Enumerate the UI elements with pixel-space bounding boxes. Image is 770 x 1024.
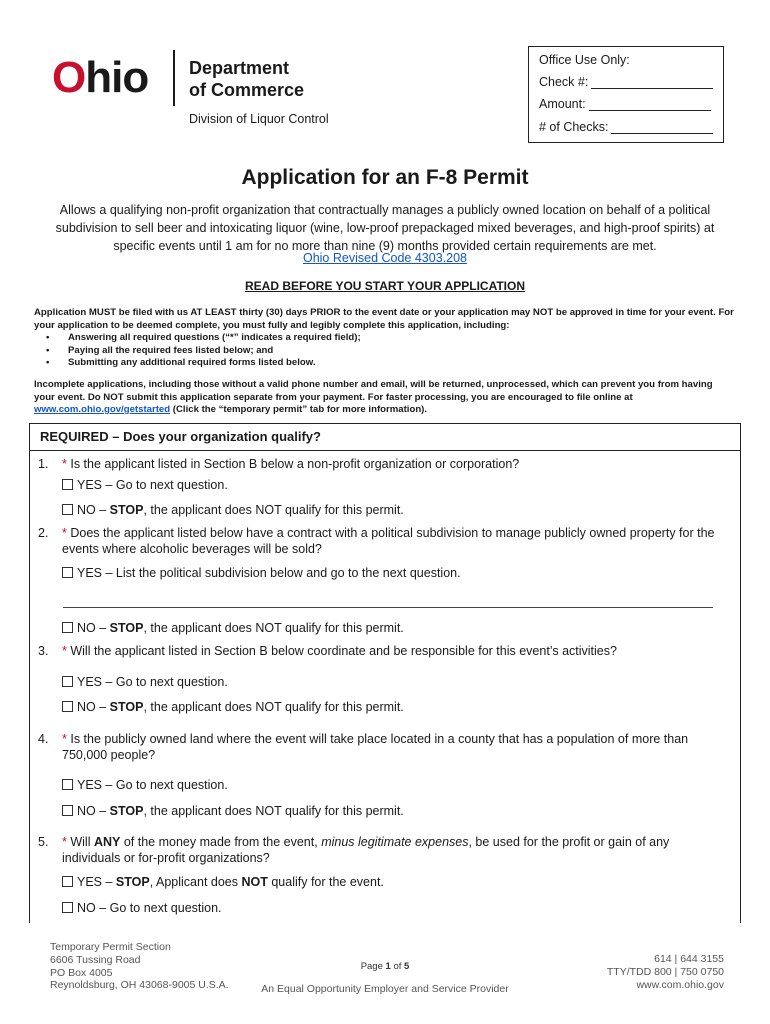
option-label: NO – <box>77 804 110 818</box>
question-text <box>62 525 722 557</box>
dept-line1: Department <box>189 58 290 78</box>
ohio-logo-rest: hio <box>85 53 149 102</box>
no-option[interactable] <box>62 901 222 915</box>
required-star: * <box>62 835 67 849</box>
required-star: * <box>62 526 67 540</box>
revised-code-link[interactable]: Ohio Revised Code 4303.208 <box>302 251 467 265</box>
bullet-item <box>46 332 361 343</box>
no-option[interactable] <box>62 700 404 714</box>
question-label: Is the applicant listed in Section B below a non-profit organization or corporation? <box>70 457 520 471</box>
bullet-text: Submitting any additional required forms listed below. <box>68 357 316 368</box>
address-line: 6606 Tussing Road <box>50 953 141 966</box>
amount-label: Amount: <box>539 97 586 111</box>
phone-number: 614 | 644 3155 <box>654 953 724 965</box>
option-not: NOT <box>241 875 268 889</box>
check-number-row <box>539 75 713 89</box>
yes-option[interactable] <box>62 875 384 889</box>
question-label: Does the applicant listed below have a contract with a political subdivision to manage publicly owned property for the events where alcoholic beverages will be sold? <box>62 526 715 556</box>
amount-field[interactable] <box>589 97 711 111</box>
checks-label: # of Checks: <box>539 120 609 134</box>
question-number: 5. <box>38 835 49 849</box>
bullet-item <box>46 345 273 356</box>
amount-row <box>539 97 711 111</box>
filing-notice: Application MUST be filed with us AT LEAST thirty (30) days PRIOR to the event date or your application may NOT be approved in time for your event. For your application to be deemed complete, you must fully and legibly complete this application, including: <box>34 307 734 331</box>
question-italic: minus legitimate expenses <box>321 835 469 849</box>
checks-row <box>539 120 713 134</box>
page-current: 1 <box>385 961 391 972</box>
checkbox-icon[interactable] <box>62 902 73 913</box>
option-label-rest: , the applicant does NOT qualify for this permit. <box>143 700 404 714</box>
incomplete-notice <box>34 379 734 417</box>
checkbox-icon[interactable] <box>62 479 73 490</box>
option-stop: STOP <box>109 804 144 818</box>
checkbox-icon[interactable] <box>62 701 73 712</box>
option-label-rest: , the applicant does NOT qualify for this permit. <box>143 503 404 517</box>
address-line: PO Box 4005 <box>50 966 113 979</box>
option-label-rest: – Go to next question. <box>102 478 228 492</box>
checkbox-icon[interactable] <box>62 779 73 790</box>
bullet-text: Answering all required questions (“*” indicates a required field); <box>68 332 361 343</box>
option-stop: STOP <box>109 621 144 635</box>
office-use-title: Office Use Only: <box>539 53 630 67</box>
option-stop: STOP <box>109 700 144 714</box>
yes-option[interactable] <box>62 478 228 492</box>
requirements-title: REQUIRED – Does your organization qualify? <box>40 429 321 444</box>
question-text <box>62 456 722 472</box>
option-label: YES <box>77 778 103 792</box>
option-label-rest: – Go to next question. <box>102 778 228 792</box>
option-label: YES <box>77 675 103 689</box>
option-label: YES – <box>77 875 116 889</box>
division-name: Division of Liquor Control <box>189 112 329 126</box>
option-label-rest: qualify for the event. <box>267 875 384 889</box>
page-title: Application for an F-8 Permit <box>241 166 529 189</box>
option-label: NO – <box>77 503 110 517</box>
question-label: Will <box>70 835 94 849</box>
question-number: 3. <box>38 644 49 658</box>
page-of: of <box>390 961 405 972</box>
address-line: Temporary Permit Section <box>50 941 171 953</box>
check-number-field[interactable] <box>591 75 713 89</box>
no-option[interactable] <box>62 621 404 635</box>
check-label: Check #: <box>539 75 589 89</box>
bullet-text: Paying all the required fees listed below; and <box>68 345 274 356</box>
question-text <box>62 834 722 866</box>
logo-divider <box>173 50 175 106</box>
checkbox-icon[interactable] <box>62 805 73 816</box>
option-label-mid: , Applicant does <box>149 875 242 889</box>
no-option[interactable] <box>62 503 404 517</box>
question-label: Will the applicant listed in Section B below coordinate and be responsible for this event’s activities? <box>70 644 617 658</box>
office-use-box <box>528 46 724 143</box>
ohio-logo <box>52 52 148 104</box>
question-number: 4. <box>38 732 49 746</box>
checkbox-icon[interactable] <box>62 676 73 687</box>
read-before-heading: READ BEFORE YOU START YOUR APPLICATION <box>244 279 526 293</box>
checkbox-icon[interactable] <box>62 504 73 515</box>
incomplete-notice-tail: (Click the “temporary permit” tab for more information). <box>170 404 428 415</box>
option-label: NO – Go to next question. <box>77 901 222 915</box>
yes-option[interactable] <box>62 566 461 580</box>
bullet-item <box>46 357 316 368</box>
political-subdivision-field[interactable] <box>63 607 713 608</box>
eoe-statement: An Equal Opportunity Employer and Service Provider <box>261 983 509 995</box>
checkbox-icon[interactable] <box>62 622 73 633</box>
question-number: 2. <box>38 526 49 540</box>
option-label-rest: , the applicant does NOT qualify for this permit. <box>143 804 404 818</box>
department-name <box>189 57 304 101</box>
checkbox-icon[interactable] <box>62 876 73 887</box>
bullet-dot: • <box>46 345 50 356</box>
page-label: Page <box>360 961 386 972</box>
option-stop: STOP <box>109 503 144 517</box>
option-stop: STOP <box>115 875 150 889</box>
option-label-rest: , the applicant does NOT qualify for this permit. <box>143 621 404 635</box>
yes-option[interactable] <box>62 778 228 792</box>
ohio-logo-o: O <box>52 53 86 102</box>
dept-line2: of Commerce <box>189 80 305 100</box>
required-star: * <box>62 644 67 658</box>
question-text <box>62 731 722 763</box>
option-label: YES <box>77 478 103 492</box>
footer-contact <box>607 953 724 991</box>
yes-option[interactable] <box>62 675 228 689</box>
question-number: 1. <box>38 457 49 471</box>
option-label-rest: – Go to next question. <box>102 675 228 689</box>
option-label: NO – <box>77 621 110 635</box>
checks-count-field[interactable] <box>611 120 713 134</box>
intro-text: Allows a qualifying non-profit organization that contractually manages a publicly owned location on behalf of a political subdivision to sell beer and intoxicating liquor (wine, low-proof prepackaged mixed beverages, and high-proof spirits) at specific events until 1 am for no more than nine (9) months provided certain requirements are met. <box>55 203 715 253</box>
checkbox-icon[interactable] <box>62 567 73 578</box>
address-line: Reynoldsburg, OH 43068-9005 U.S.A. <box>50 979 229 992</box>
option-label-rest: – List the political subdivision below and go to the next question. <box>102 566 461 580</box>
page-total: 5 <box>404 961 410 972</box>
question-bold: ANY <box>93 835 121 849</box>
question-label-mid: of the money made from the event, <box>120 835 322 849</box>
incomplete-notice-text: Incomplete applications, including those without a valid phone number and email, will be returned, unprocessed, which can prevent you from having your event. Do NOT submit this application separate from your payment. For faster processing, you are encouraged to file online at <box>34 379 713 403</box>
bullet-dot: • <box>46 332 50 343</box>
question-label-end: , be used for the profit or gain of any individuals or for-profit organizations? <box>62 835 670 865</box>
website-link[interactable]: www.com.ohio.gov <box>636 978 724 991</box>
bullet-dot: • <box>46 357 50 368</box>
required-star: * <box>62 732 67 746</box>
option-label: NO – <box>77 700 110 714</box>
required-star: * <box>62 457 67 471</box>
no-option[interactable] <box>62 804 404 818</box>
getstarted-link[interactable]: www.com.ohio.gov/getstarted <box>34 404 171 415</box>
question-text <box>62 643 722 659</box>
revised-code-row <box>0 251 770 265</box>
option-label: YES <box>77 566 103 580</box>
tty-number: TTY/TDD 800 | 750 0750 <box>606 965 724 978</box>
question-label: Is the publicly owned land where the event will take place located in a county that has a population of more than 750,000 people? <box>62 732 689 762</box>
